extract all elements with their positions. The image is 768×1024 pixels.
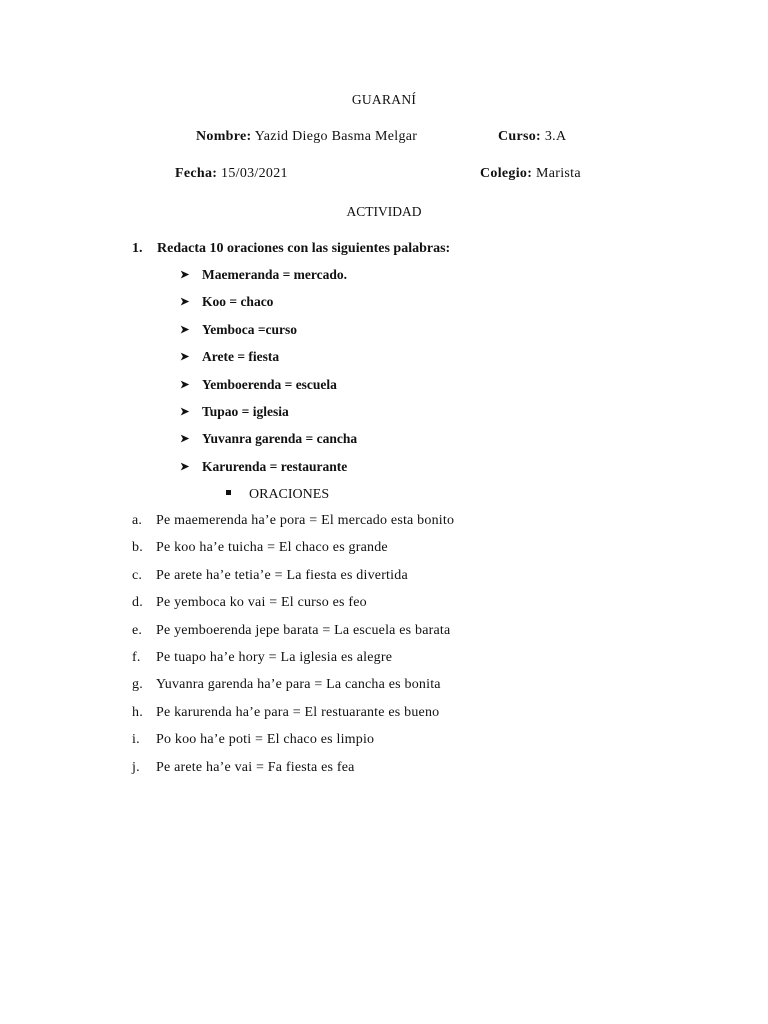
- fecha-field: [175, 166, 288, 182]
- sentence-item: [132, 624, 454, 651]
- vocabulary-item: [180, 350, 357, 377]
- sentence-letter: j.: [132, 759, 140, 775]
- arrow-bullet-icon: ➤: [180, 378, 190, 391]
- sentence-item: [132, 761, 454, 788]
- activity-title: ACTIVIDAD: [346, 204, 422, 219]
- vocabulary-text: Yemboerenda = escuela: [202, 376, 337, 392]
- sentence-item: [132, 733, 454, 760]
- vocabulary-text: Tupao = iglesia: [202, 403, 289, 419]
- oraciones-heading: [226, 487, 329, 503]
- nombre-field: [196, 129, 417, 145]
- curso-value: 3.A: [544, 129, 567, 144]
- vocabulary-item: [180, 378, 357, 405]
- oraciones-heading-text: ORACIONES: [249, 487, 330, 502]
- arrow-bullet-icon: ➤: [180, 433, 190, 446]
- colegio-label: Colegio:: [480, 166, 533, 181]
- vocabulary-item: [180, 405, 357, 432]
- sentence-letter: h.: [132, 704, 143, 720]
- vocabulary-text: Koo = chaco: [202, 294, 274, 310]
- vocabulary-item: [180, 460, 357, 487]
- task-instruction: [132, 241, 450, 257]
- sentence-text: Pe yemboerenda jepe barata = La escuela es barata: [156, 622, 451, 638]
- arrow-bullet-icon: ➤: [180, 323, 190, 336]
- sentence-text: Pe tuapo ha’e hory = La iglesia es alegre: [156, 649, 393, 665]
- sentence-item: [132, 596, 454, 623]
- sentence-item: [132, 569, 454, 596]
- sentence-text: Pe arete ha’e tetia’e = La fiesta es divertida: [156, 567, 408, 583]
- sentence-item: [132, 678, 454, 705]
- sentence-item: [132, 514, 454, 541]
- curso-field: [498, 129, 566, 145]
- arrow-bullet-icon: ➤: [180, 405, 190, 418]
- sentence-letter: d.: [132, 595, 143, 611]
- vocabulary-text: Karurenda = restaurante: [202, 458, 348, 474]
- colegio-value: Marista: [535, 166, 581, 181]
- vocabulary-item: [180, 295, 357, 322]
- sentence-letter: g.: [132, 677, 143, 693]
- sentence-letter: a.: [132, 513, 143, 528]
- sentence-letter: c.: [132, 567, 143, 583]
- sentence-text: Po koo ha’e poti = El chaco es limpio: [156, 732, 375, 748]
- arrow-bullet-icon: ➤: [180, 460, 190, 473]
- arrow-bullet-icon: ➤: [180, 296, 190, 309]
- sentence-item: [132, 706, 454, 733]
- vocabulary-text: Yemboca =curso: [202, 321, 298, 337]
- vocabulary-text: Yuvanra garenda = cancha: [202, 431, 358, 447]
- arrow-bullet-icon: ➤: [180, 269, 190, 281]
- fecha-value: 15/03/2021: [221, 166, 288, 181]
- sentences-list: [132, 514, 454, 788]
- sentence-letter: f.: [132, 649, 141, 665]
- sentence-letter: e.: [132, 622, 143, 638]
- sentence-text: Pe arete ha’e vai = Fa fiesta es fea: [156, 759, 355, 775]
- task-number: 1.: [132, 241, 143, 256]
- nombre-value: Yazid Diego Basma Melgar: [254, 129, 418, 144]
- vocabulary-text: Arete = fiesta: [202, 349, 280, 365]
- vocabulary-item: [180, 432, 357, 459]
- sentence-text: Yuvanra garenda ha’e para = La cancha es bonita: [156, 677, 441, 693]
- sentence-text: Pe yemboca ko vai = El curso es feo: [156, 595, 367, 611]
- sentence-text: Pe koo ha’e tuicha = El chaco es grande: [156, 540, 388, 556]
- vocabulary-list: [180, 268, 357, 487]
- vocabulary-item: [180, 268, 357, 295]
- square-bullet-icon: [226, 490, 231, 495]
- vocabulary-text: Maemeranda = mercado.: [202, 267, 348, 282]
- document-title: GUARANÍ: [351, 92, 417, 107]
- sentence-text: Pe maemerenda ha’e pora = El mercado esta bonito: [156, 513, 455, 528]
- vocabulary-item: [180, 323, 357, 350]
- sentence-item: [132, 651, 454, 678]
- fecha-label: Fecha:: [175, 166, 218, 181]
- curso-label: Curso:: [498, 129, 542, 144]
- task-text: Redacta 10 oraciones con las siguientes palabras:: [157, 241, 451, 256]
- arrow-bullet-icon: ➤: [180, 351, 190, 364]
- nombre-label: Nombre:: [196, 129, 252, 144]
- sentence-letter: b.: [132, 540, 143, 556]
- sentence-text: Pe karurenda ha’e para = El restuarante es bueno: [156, 704, 440, 720]
- colegio-field: [480, 166, 581, 182]
- sentence-item: [132, 541, 454, 568]
- sentence-letter: i.: [132, 732, 140, 748]
